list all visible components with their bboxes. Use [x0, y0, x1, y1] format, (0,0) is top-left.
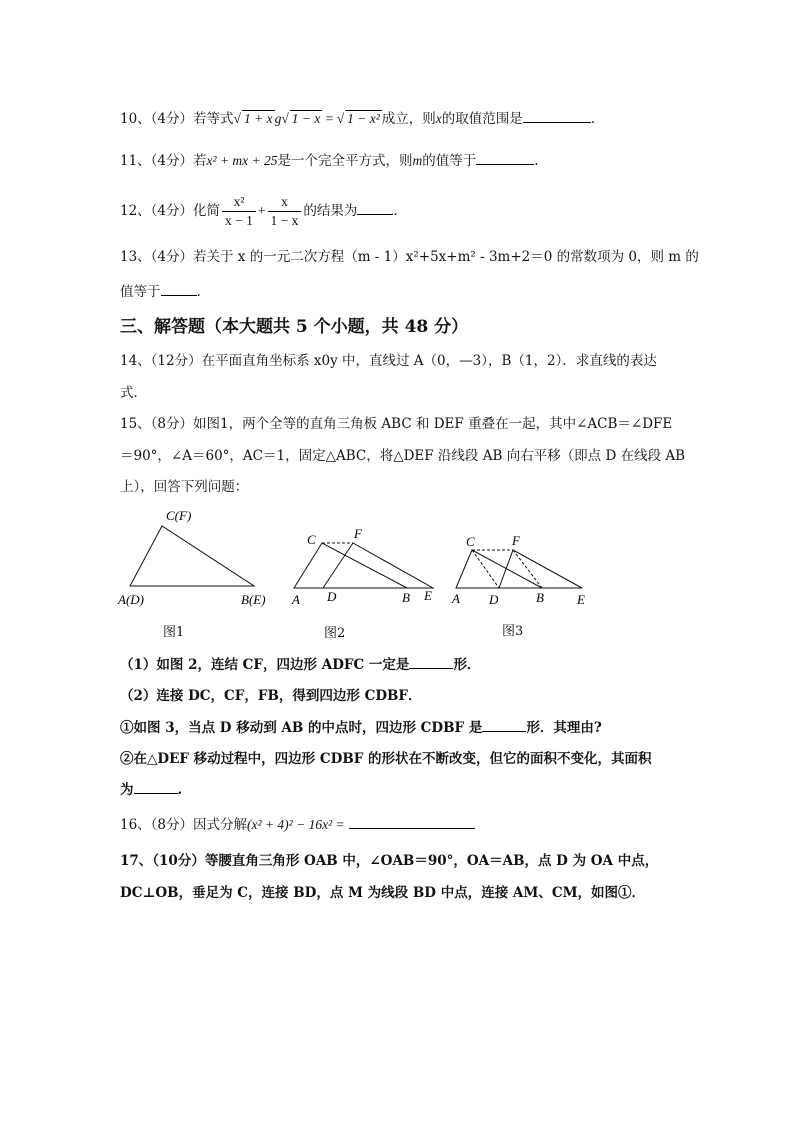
q11-expr: x² + mx + 25 [206, 153, 278, 168]
q10-prefix: 10、（4分）若等式 [120, 111, 234, 127]
q15-sub-2b: ②在△DEF 移动过程中，四边形 CDBF 的形状在不断改变，但它的面积不变化，其面积 [120, 751, 652, 767]
q15-sub1-blank[interactable] [409, 654, 453, 669]
fig1-label-left: A(D) [118, 592, 144, 607]
q13-answer-blank[interactable] [161, 281, 197, 296]
q10-answer-blank[interactable] [523, 108, 591, 123]
fig3-label-a: A [452, 591, 460, 606]
q11-end: . [534, 153, 539, 169]
fig2-triangle-abc [294, 543, 407, 588]
q10-suffix: 的取值范围是 [441, 111, 523, 127]
q10-dot: g [274, 111, 282, 126]
q16-answer-blank[interactable] [349, 814, 475, 829]
fig3-triangle-def [499, 550, 582, 588]
q12-prefix: 12、（4分）化简 [120, 203, 221, 219]
fig3-segment-cd [472, 550, 499, 588]
question-13-line-1: 13、（4分）若关于 x 的一元二次方程（m - 1）x²+5x+m² - 3m+2＝0 的常数项为 0，则 m 的 [120, 249, 699, 265]
fig2-label-b: B [402, 590, 410, 605]
fig2-label-a: A [292, 592, 300, 607]
figure-3 [451, 533, 585, 607]
q16-expr: (x² + 4)² − 16x² = [247, 817, 345, 832]
q12-f2-den: 1 − x [270, 213, 299, 228]
figure-2 [291, 526, 433, 607]
question-15-line-1: 15、（8分）如图1，两个全等的直角三角板 ABC 和 DEF 重叠在一起，其中∠ACB＝∠DFE [120, 416, 673, 432]
fig2-caption: 图2 [324, 626, 346, 641]
q12-answer-blank[interactable] [357, 200, 393, 215]
q10-expr-c: 1 − x² [347, 111, 380, 126]
q10-expr-b: 1 − x [291, 111, 321, 126]
question-12 [120, 191, 398, 231]
figure-1 [117, 508, 266, 607]
fig3-label-c: C [466, 534, 475, 549]
fig3-label-d: D [489, 592, 499, 607]
q11-prefix: 11、（4分）若 [120, 153, 207, 169]
question-11 [120, 150, 539, 171]
fig1-triangle [130, 526, 254, 586]
q15-sub2b-post: . [177, 782, 183, 798]
question-14-line-1: 14、（12分）在平面直角坐标系 x0y 中，直线过 A（0，—3），B（1，2）．求直线的表达 [120, 353, 657, 369]
question-15-line-3: 上），回答下列问题： [120, 479, 249, 495]
fig3-label-e: E [577, 592, 585, 607]
question-17-line-2: DC⊥OB，垂足为 C，连接 BD，点 M 为线段 BD 中点，连接 AM、CM，如图①． [120, 885, 646, 901]
fig2-label-f: F [354, 526, 362, 541]
q15-sub2a-blank[interactable] [482, 717, 526, 732]
question-10: 10、（4分）若等式√ 1 + x g√ 1 − x = √ 1 − x² 成立，则x的取值范围是 . [120, 108, 595, 129]
q13-end: . [196, 284, 201, 300]
fig2-label-e: E [424, 588, 432, 603]
section-3-title: 三、解答题（本大题共 5 个小题，共 48 分） [120, 317, 469, 337]
q11-mid: 是一个完全平方式，则 [277, 153, 413, 169]
q15-sub2a-post: 形．其理由? [526, 720, 602, 736]
q13-line2: 值等于 [120, 284, 161, 300]
question-15-line-2: ＝90°，∠A＝60°，AC＝1，固定△ABC，将△DEF 沿线段 AB 向右平移（即点 D 在线段 AB [120, 448, 686, 464]
fig3-caption: 图3 [502, 624, 524, 639]
q15-sub2a-pre: ①如图 3，当点 D 移动到 AB 的中点时，四边形 CDBF 是 [120, 720, 483, 736]
q10-expr-a: 1 + x [243, 111, 273, 126]
q15-sub1-pre: （1）如图 2，连结 CF，四边形 ADFC 一定是 [120, 657, 410, 673]
q12-plus: + [257, 203, 266, 218]
question-14-line-2: 式． [120, 385, 147, 401]
fig2-label-c: C [307, 532, 316, 547]
fig2-triangle-def [323, 543, 433, 588]
q10-eq: = [322, 111, 337, 126]
q10-end: . [590, 111, 596, 127]
fig3-segment-fb [513, 550, 542, 588]
q12-end: . [393, 203, 398, 219]
fig3-triangle-abc [456, 550, 542, 588]
q15-sub-2: （2）连接 DC，CF，FB，得到四边形 CDBF． [120, 688, 422, 704]
q15-sub2b-pre: 为 [120, 782, 134, 798]
question-16 [120, 814, 475, 835]
fig3-label-b: B [536, 590, 544, 605]
q12-f1-num: x² [222, 193, 256, 212]
fig3-label-f: F [512, 533, 520, 548]
fig1-label-right: B(E) [241, 592, 266, 607]
q12-suffix: 的结果为 [303, 203, 358, 219]
q15-sub-2a [120, 717, 602, 738]
q12-fraction-2 [268, 193, 302, 230]
q11-answer-blank[interactable] [476, 150, 534, 165]
q12-fraction-1 [222, 193, 256, 230]
question-17-line-1: 17、（10分）等腰直角三角形 OAB 中，∠OAB＝90°，OA＝AB，点 D 为 OA 中点， [120, 853, 659, 869]
q10-mid: 成立，则 [381, 111, 436, 127]
q16-prefix: 16、（8分）因式分解 [120, 817, 248, 833]
question-13-line-2 [120, 281, 201, 302]
q12-f2-num: x [268, 193, 302, 212]
q12-f1-den: x − 1 [225, 213, 253, 228]
q15-sub1-post: 形． [453, 657, 481, 673]
q11-var: m [412, 153, 423, 168]
fig1-label-top: C(F) [166, 508, 192, 523]
q11-suffix: 的值等于 [422, 153, 477, 169]
q15-sub-2b-answer [120, 779, 182, 800]
q15-sub-1 [120, 654, 480, 675]
q15-sub2b-blank[interactable] [134, 779, 178, 794]
fig2-label-d: D [327, 589, 337, 604]
fig1-caption: 图1 [163, 625, 185, 640]
figures [110, 500, 600, 610]
q10-var: x [435, 111, 442, 126]
